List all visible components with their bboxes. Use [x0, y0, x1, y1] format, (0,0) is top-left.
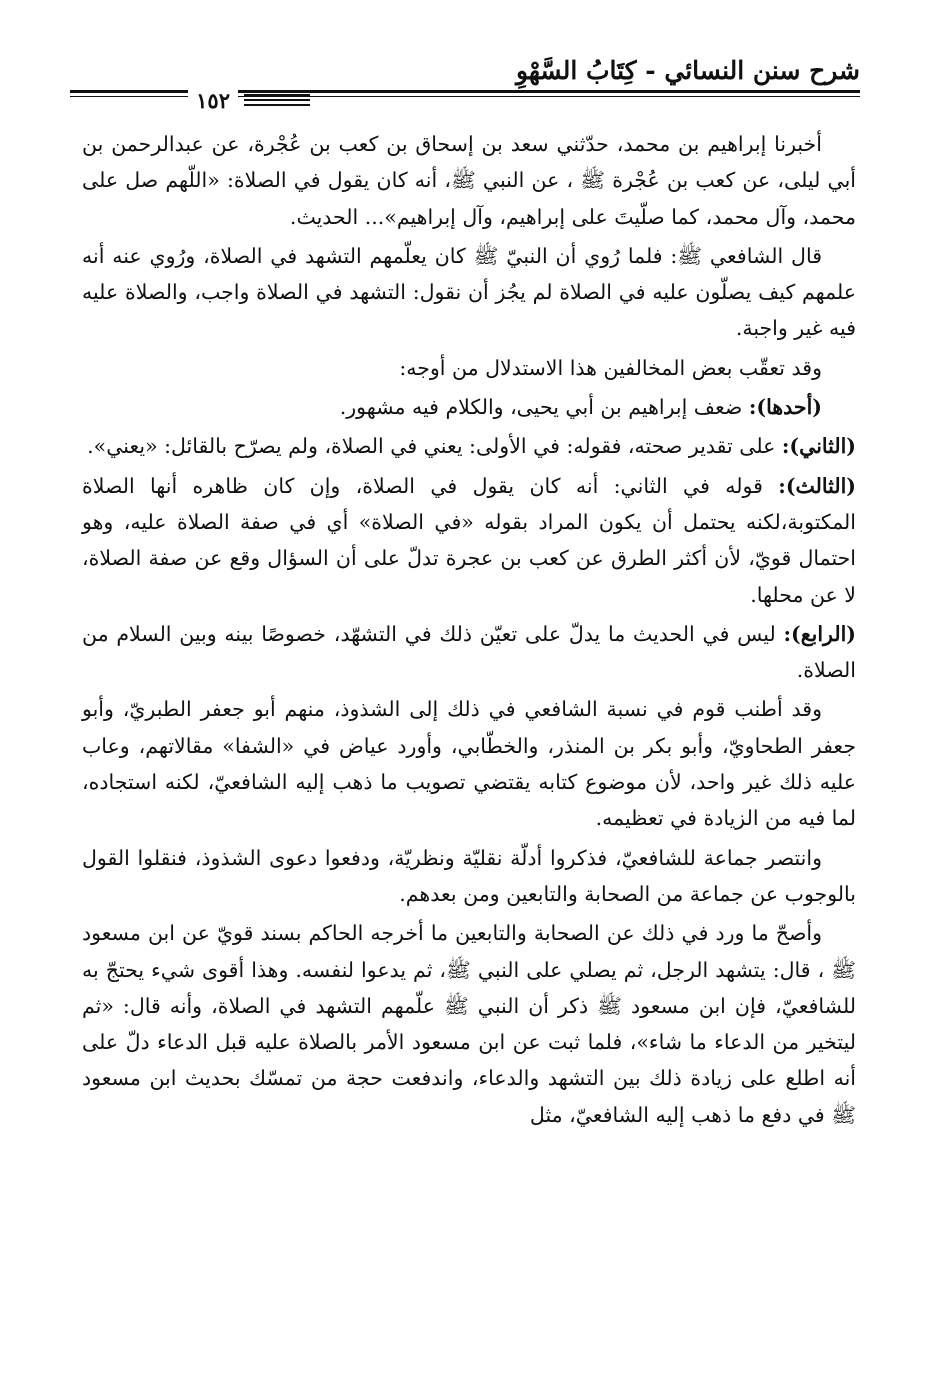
point-label: (الثاني): [781, 434, 856, 459]
paragraph-point-3: (الثالث): قوله في الثاني: أنه كان يقول في الصلاة، وإن كان ظاهره أنها الصلاة المكتوبة،لكنه يحتمل أن يكون المراد بقوله «في الصلاة» أي في صفة الصلاة عليه، وهو احتمال قويّ، لأن أكثر الطرق عن كعب بن عجرة تدلّ على أن السؤال وقع عن صفة الصلاة، لا عن محلها. [82, 473, 856, 607]
paragraph-point-2: (الثاني): على تقدير صحته، فقوله: في الأولى: يعني في الصلاة، ولم يصرّح بالقائل: «يعني». [87, 434, 856, 459]
page-body [82, 126, 856, 1136]
point-label: (الثالث): [778, 473, 856, 498]
point-label: (الرابع): [783, 621, 856, 646]
paragraph: وانتصر جماعة للشافعيّ، فذكروا أدلّة نقليّة ونظريّة، ودفعوا دعوى الشذوذ، فنقلوا القول بالوجوب عن جماعة من الصحابة والتابعين ومن بعدهم. [82, 845, 856, 906]
point-label: (أحدها): [748, 395, 822, 420]
paragraph: قال الشافعي ﷺ: فلما رُوي أن النبيّ ﷺ كان يعلّمهم التشهد في الصلاة، ورُوي عنه أنه علمهم كيف يصلّون عليه في الصلاة لم يجُز أن نقول: التشهد في الصلاة واجب، والصلاة عليه فيه غير واجبة. [82, 243, 856, 341]
paragraph: وأصحّ ما ورد في ذلك عن الصحابة والتابعين ما أخرجه الحاكم بسند قويّ عن ابن مسعود ﷺ ، قال: يتشهد الرجل، ثم يصلي على النبي ﷺ، ثم يدعوا لنفسه. وهذا أقوى شيء يحتجّ به للشافعيّ، فإن ابن مسعود ﷺ ذكر أن النبي ﷺ علّمهم التشهد في الصلاة، وأنه قال: «ثم ليتخير من الدعاء ما شاء»، فلما ثبت عن ابن مسعود الأمر بالصلاة عليه قبل الدعاء دلّ على أنه اطلع على زيادة ذلك بين التشهد والدعاء، واندفعت حجة من تمسّك بحديث ابن مسعود ﷺ في دفع ما ذهب إليه الشافعيّ، مثل [82, 921, 856, 1127]
page-number-ornament [244, 94, 310, 109]
paragraph-point-1: (أحدها): ضعف إبراهيم بن أبي يحيى، والكلام فيه مشهور. [339, 395, 822, 420]
page-header [70, 52, 860, 112]
page-number-box [70, 88, 310, 114]
paragraph: وقد تعقّب بعض المخالفين هذا الاستدلال من أوجه: [399, 355, 822, 380]
page-number: ١٥٢ [188, 88, 238, 113]
paragraph: وقد أطنب قوم في نسبة الشافعي في ذلك إلى الشذوذ، منهم أبو جعفر الطبريّ، وأبو جعفر الطحاويّ، وأبو بكر بن المنذر، والخطّابي، وأورد عياض في «الشفا» مقالاتهم، وعاب عليه ذلك غير واحد، لأن موضوع كتابه يقتضي تصويب ما ذهب إليه الشافعيّ، لكنه استجاده، لما فيه من الزيادة في تعظيمه. [82, 697, 856, 831]
paragraph-point-4: (الرابع): ليس في الحديث ما يدلّ على تعيّن ذلك في التشهّد، خصوصًا بينه وبين السلام من الصلاة. [82, 621, 856, 683]
paragraph: أخبرنا إبراهيم بن محمد، حدّثني سعد بن إسحاق بن كعب بن عُجْرة، عن عبدالرحمن بن أبي ليلى، عن كعب بن عُجْرة ﷺ ، عن النبي ﷺ، أنه كان يقول في الصلاة: «اللّهم صل على محمد، وآل محمد، كما صلّيتَ على إبراهيم، وآل إبراهيم»... الحديث. [82, 132, 856, 229]
running-title: شرح سنن النسائي - كِتَابُ السَّهْوِ [515, 56, 860, 85]
